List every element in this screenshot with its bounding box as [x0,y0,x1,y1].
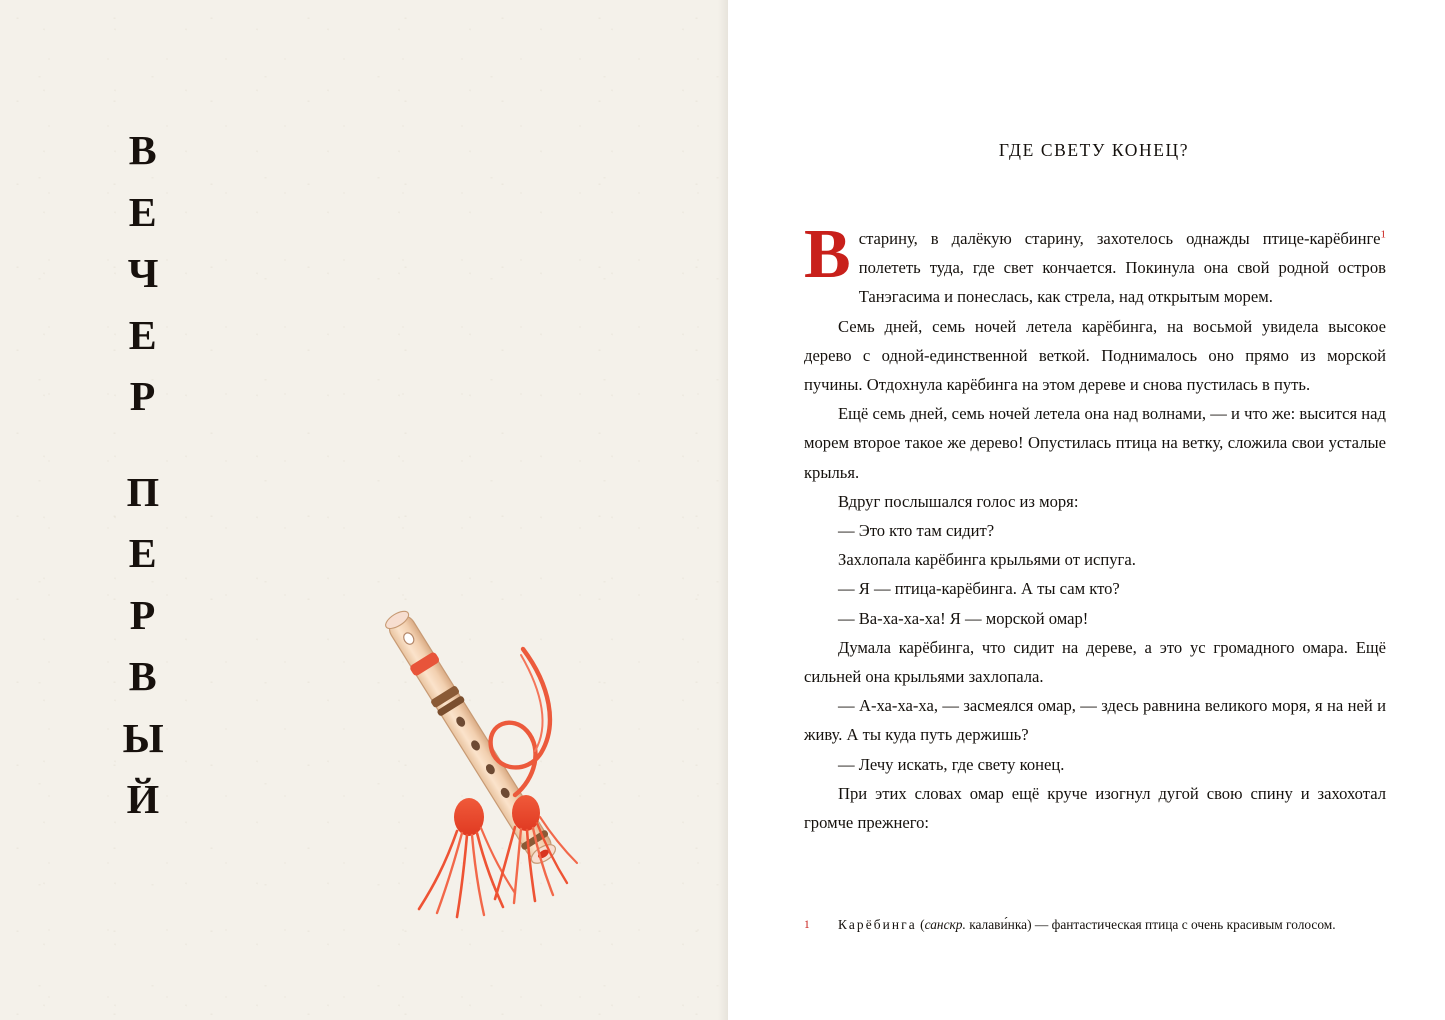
chapter-title-char: Й [126,776,160,822]
paragraph-text-1: старину, в далёкую старину, захотелось однажды птице-карёбинге$^1$ полететь туда, где свет кончается. Покинула она свой родной остров Танэгасима и понеслась, как стрела, над открытым морем. [858,228,1386,307]
paragraph: — Ва-ха-ха-ха! Я — морской омар! [838,608,1089,628]
chapter-title-char: Е [129,311,157,358]
chapter-title-char: Е [129,530,157,576]
chapter-title-char: Р [130,373,156,419]
chapter-title-char: Ч [127,250,159,296]
paragraph: — Лечу искать, где свету конец. [838,754,1065,774]
paragraph: Семь дней, семь ночей летела карёбинга, на восьмой увидела высокое дерево с одной-единственной веткой. Поднималось оно прямо из морской пучины. Отдохнула карёбинга на этом дереве и снова пустилась в путь. [804,316,1386,395]
drop-cap: В [804,216,851,293]
footnote-text: Карёбинга (санскр. калави́нка) — фантастическая птица с очень красивым голосом. [838,917,1336,932]
chapter-title-char: В [129,653,157,699]
footnote-marker: 1 [804,919,810,931]
story-body [804,216,1386,837]
chapter-title-char: В [129,127,157,173]
paragraph: Захлопала карёбинга крыльями от испуга. [838,550,1136,570]
chapter-title-char: Р [130,591,156,638]
japanese-flute-illustration [345,565,615,925]
footnote-reference[interactable]: 1 [1380,228,1386,241]
paragraph: Ещё семь дней, семь ночей летела она над волнами, — и что же: высится над морем второе такое же дерево! Опустилась птица на ветку, сложила свои усталые крылья. [804,404,1386,482]
footnote-source: санскр. [924,917,966,932]
footnote-term: Карёбинга [838,917,917,932]
paragraph: Вдруг послышался голос из моря: [838,491,1079,511]
page-title: ГДЕ СВЕТУ КОНЕЦ? [998,140,1190,160]
paragraph: — А-ха-ха-ха, — засмеялся омар, — здесь равнина великого моря, я на ней и живу. А ты куда путь держишь? [804,696,1386,745]
chapter-title-char: П [126,468,160,515]
right-page [728,0,1445,1020]
footnote [804,915,1386,935]
paragraph: — Это кто там сидит? [838,521,995,541]
paragraph: Думала карёбинга, что сидит на дереве, а это ус громадного омара. Ещё сильней она крыльями захлопала. [804,637,1386,687]
chapter-title-char: Е [129,188,157,235]
footnote-definition: — фантастическая птица с очень красивым голосом. [1034,917,1336,932]
footnote-source-word: калави́нка [969,917,1028,932]
paragraph: При этих словах омар ещё круче изогнул дугой свою спину и захохотал громче прежнего: [804,783,1386,833]
paragraph: — Я — птица-карёбинга. А ты сам кто? [838,579,1120,599]
chapter-title-char: Ы [122,714,164,761]
chapter-title-vertical [108,120,178,831]
paragraph [804,216,1386,312]
